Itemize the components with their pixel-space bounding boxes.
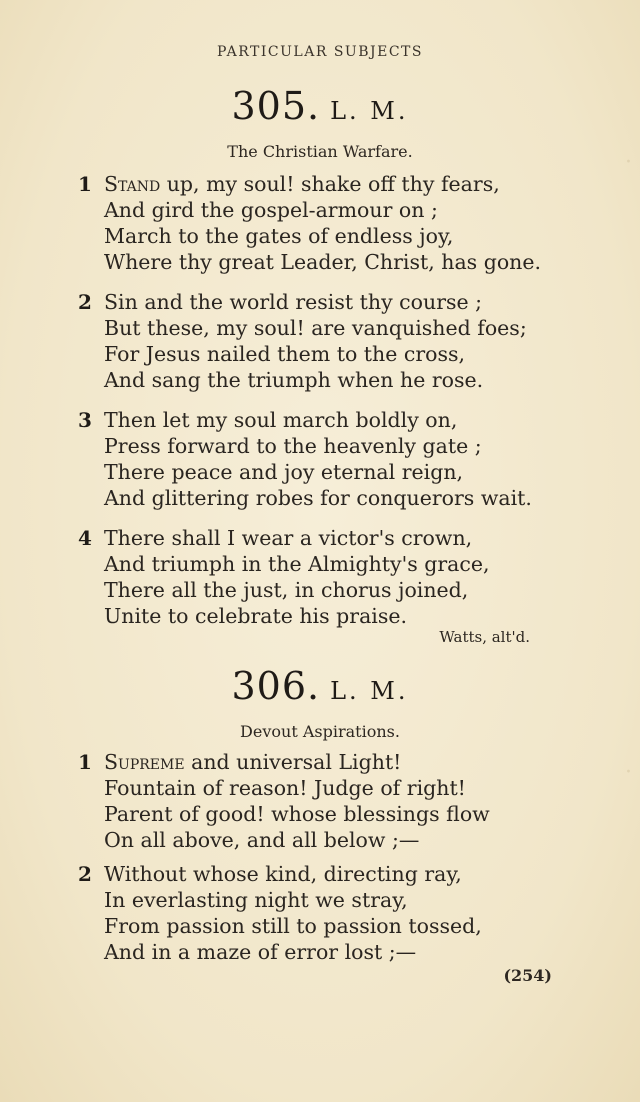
- stanza-number: 2: [78, 290, 92, 314]
- verse-line: Then let my soul march boldly on,: [104, 408, 458, 432]
- stanza-number: 3: [78, 408, 92, 432]
- verse-line: [104, 750, 401, 774]
- verse-line: And triumph in the Almighty's grace,: [104, 552, 490, 576]
- verse-line: Sin and the world resist thy course ;: [104, 290, 483, 314]
- verse-line: And glittering robes for conquerors wait.: [104, 486, 532, 510]
- verse-line: Parent of good! whose blessings flow: [104, 802, 490, 826]
- verse-line: And gird the gospel-armour on ;: [104, 198, 438, 222]
- hymn-number: 306.: [231, 664, 321, 708]
- page-number: (254): [503, 966, 552, 985]
- verse-line: Unite to celebrate his praise.: [104, 604, 408, 628]
- hymn-title: Devout Aspirations.: [240, 722, 400, 741]
- stanza-number: 2: [78, 862, 92, 886]
- stanza-number: 1: [78, 750, 92, 774]
- running-head: PARTICULAR SUBJECTS: [217, 44, 423, 60]
- stanza-number: 4: [78, 526, 92, 550]
- hymn-number: 305.: [231, 84, 321, 128]
- hymn-305-header: [0, 84, 640, 128]
- verse-line: Without whose kind, directing ray,: [104, 862, 462, 886]
- verse-line-text: and universal Light!: [184, 750, 402, 774]
- verse-line: Press forward to the heavenly gate ;: [104, 434, 482, 458]
- verse-line: [104, 172, 500, 196]
- verse-line: In everlasting night we stray,: [104, 888, 408, 912]
- first-word: Supreme: [104, 750, 185, 774]
- verse-line: For Jesus nailed them to the cross,: [104, 342, 466, 366]
- bleed-through-mark: ·: [625, 760, 632, 785]
- verse-line: And sang the triumph when he rose.: [104, 368, 484, 392]
- attribution: Watts, alt'd.: [439, 628, 530, 646]
- verse-line: There all the just, in chorus joined,: [104, 578, 469, 602]
- verse-line: March to the gates of endless joy,: [104, 224, 454, 248]
- hymn-meter: L. M.: [330, 97, 409, 125]
- first-word: Stand: [104, 172, 161, 196]
- verse-line: Fountain of reason! Judge of right!: [104, 776, 466, 800]
- hymn-306-header: [0, 664, 640, 708]
- hymn-meter: L. M.: [330, 677, 409, 705]
- verse-line: From passion still to passion tossed,: [104, 914, 482, 938]
- verse-line: And in a maze of error lost ;—: [104, 940, 417, 964]
- verse-line: Where thy great Leader, Christ, has gone.: [104, 250, 542, 274]
- verse-line: But these, my soul! are vanquished foes;: [104, 316, 527, 340]
- hymn-title: The Christian Warfare.: [227, 142, 413, 161]
- verse-line: On all above, and all below ;—: [104, 828, 420, 852]
- verse-line: There shall I wear a victor's crown,: [104, 526, 473, 550]
- verse-line-text: up, my soul! shake off thy fears,: [160, 172, 500, 196]
- stanza-number: 1: [78, 172, 92, 196]
- verse-line: There peace and joy eternal reign,: [104, 460, 464, 484]
- bleed-through-mark: ·: [625, 150, 632, 175]
